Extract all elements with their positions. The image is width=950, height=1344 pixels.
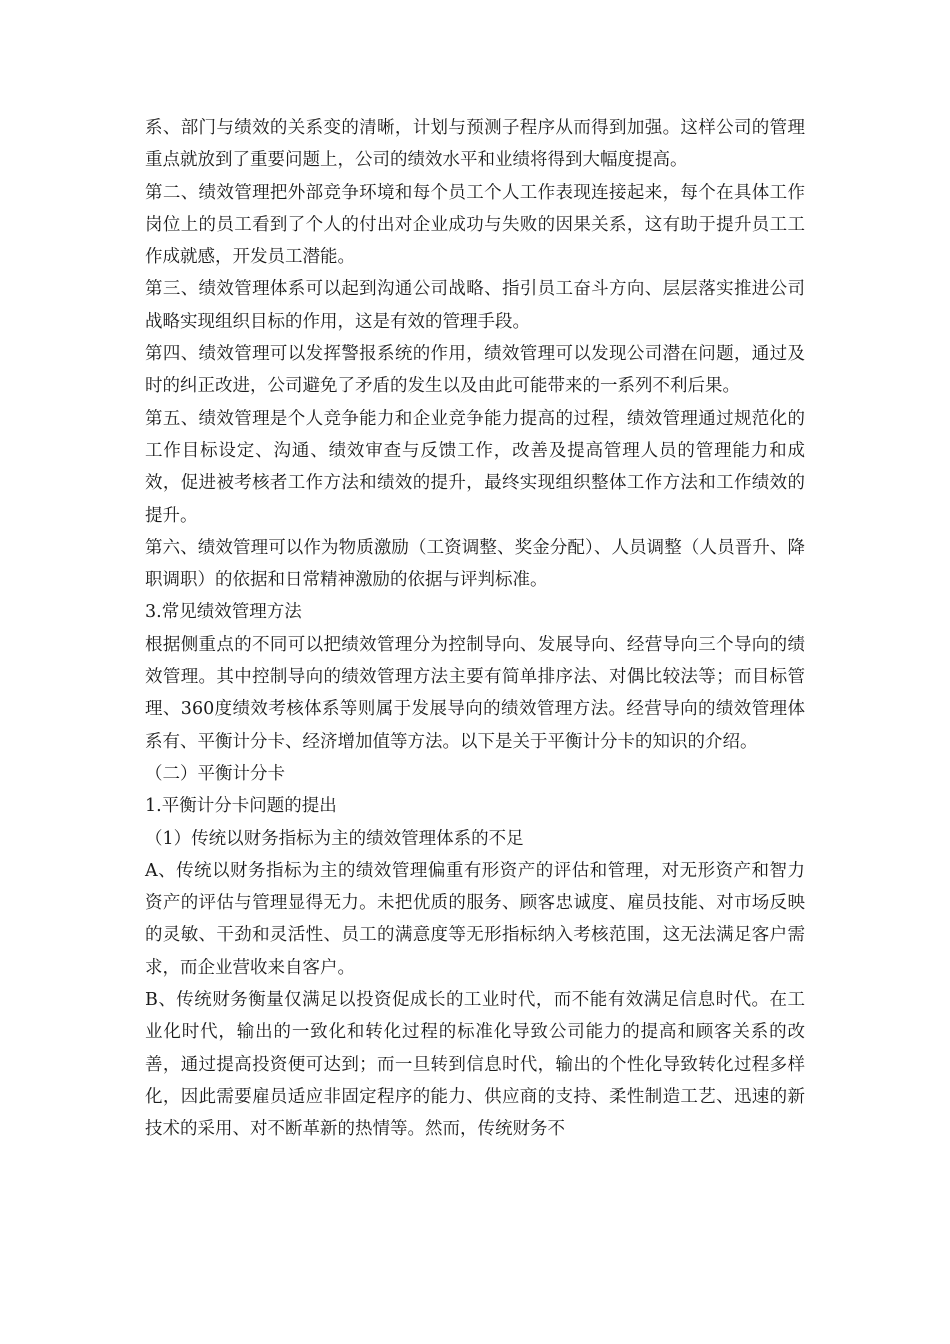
- section-heading-methods: 3.常见绩效管理方法: [145, 602, 302, 623]
- paragraph-point-b: B、传统财务衡量仅满足以投资促成长的工业时代，而不能有效满足信息时代。在工业化时代，输出的一致化和转化过程的标准化导致公司能力的提高和顾客关系的改善，通过提高投资便可达到；而一旦转到信息时代，输出的个性化导致转化过程多样化，因此需要雇员适应非固定程序的能力、供应商的支持、柔性制造工艺、迅速的新技术的采用、对不断革新的热情等。然而，传统财务不: [145, 990, 805, 1140]
- paragraph-point-3: 第三、绩效管理体系可以起到沟通公司战略、指引员工奋斗方向、层层落实推进公司战略实现组织目标的作用，这是有效的管理手段。: [145, 279, 805, 332]
- section-heading-bsc: （二）平衡计分卡: [145, 763, 285, 784]
- paragraph-point-a: A、传统以财务指标为主的绩效管理偏重有形资产的评估和管理，对无形资产和智力资产的评估与管理显得无力。未把优质的服务、顾客忠诚度、雇员技能、对市场反映的灵敏、干劲和灵活性、员工的满意度等无形指标纳入考核范围，这无法满足客户需求，而企业营收来自客户。: [145, 860, 805, 978]
- paragraph-methods: 根据侧重点的不同可以把绩效管理分为控制导向、发展导向、经营导向三个导向的绩效管理。其中控制导向的绩效管理方法主要有简单排序法、对偶比较法等；而目标管理、360度绩效考核体系等则属于发展导向的绩效管理方法。经营导向的绩效管理体系有、平衡计分卡、经济增加值等方法。以下是关于平衡计分卡的知识的介绍。: [145, 634, 805, 752]
- paragraph-point-6: 第六、绩效管理可以作为物质激励（工资调整、奖金分配）、人员调整（人员晋升、降职调职）的依据和日常精神激励的依据与评判标准。: [145, 537, 805, 591]
- paragraph-intro-continuation: 系、部门与绩效的关系变的清晰，计划与预测子程序从而得到加强。这样公司的管理重点就放到了重要问题上，公司的绩效水平和业绩将得到大幅度提高。: [145, 118, 805, 171]
- document-body: [145, 112, 805, 1146]
- subheading-bsc-origin: 1.平衡计分卡问题的提出: [145, 796, 337, 817]
- paragraph-point-4: 第四、绩效管理可以发挥警报系统的作用，绩效管理可以发现公司潜在问题，通过及时的纠正改进，公司避免了矛盾的发生以及由此可能带来的一系列不利后果。: [145, 344, 805, 397]
- paragraph-point-2: 第二、绩效管理把外部竞争环境和每个员工个人工作表现连接起来，每个在具体工作岗位上的员工看到了个人的付出对企业成功与失败的因果关系，这有助于提升员工工作成就感，开发员工潜能。: [145, 182, 805, 268]
- paragraph-point-5: 第五、绩效管理是个人竞争能力和企业竞争能力提高的过程，绩效管理通过规范化的工作目标设定、沟通、绩效审查与反馈工作，改善及提高管理人员的管理能力和成效，促进被考核者工作方法和绩效的提升，最终实现组织整体工作方法和工作绩效的提升。: [145, 408, 805, 526]
- subheading-traditional-shortcomings: （1）传统以财务指标为主的绩效管理体系的不足: [145, 828, 524, 849]
